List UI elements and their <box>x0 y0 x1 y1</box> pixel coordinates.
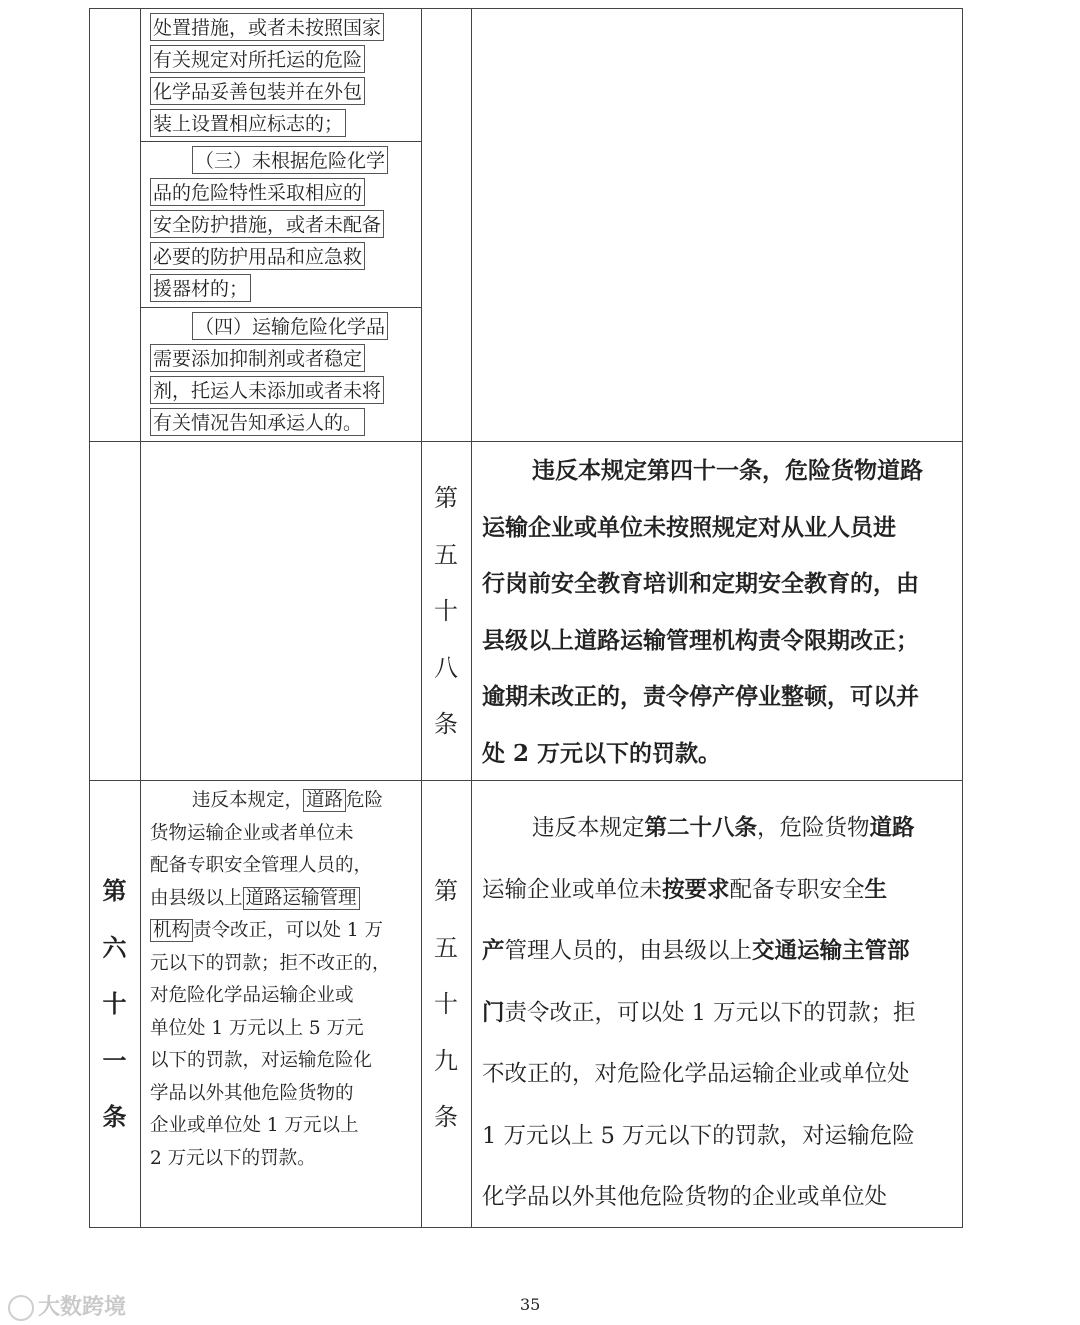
text-segment: 危险 <box>346 790 384 811</box>
text-line: 需要添加抑制剂或者稳定 <box>150 344 365 372</box>
text-segment: 管理人员的，由县级以上 <box>504 938 753 964</box>
article-char: 条 <box>434 710 458 738</box>
text-line: 单位处 1 万元以上 5 万元 <box>150 1017 364 1039</box>
sub-row-divider-a <box>140 141 421 142</box>
text-line: 必要的防护用品和应急救 <box>150 242 365 270</box>
bold-segment: 产 <box>482 938 505 964</box>
text-line: 配备专职安全管理人员的， <box>150 855 373 876</box>
highlight-box: 机构 <box>150 919 193 942</box>
text-line: 学品以外其他危险货物的 <box>150 1082 354 1104</box>
text-line: 品的危险特性采取相应的 <box>150 178 365 206</box>
page-number: 35 <box>520 1295 541 1314</box>
text-segment: 配备专职安全 <box>729 876 865 903</box>
text-line: 运输企业或单位未按照规定对从业人员进 <box>482 513 896 541</box>
text-line: 以下的罚款，对运输危险化 <box>150 1050 373 1071</box>
text-line <box>150 785 391 818</box>
sub-row-divider-b <box>140 307 421 308</box>
article-char: 十 <box>434 597 458 625</box>
article-char: 第 <box>102 876 127 905</box>
text-line <box>150 915 391 948</box>
text-segment: 由县级以上 <box>150 887 243 909</box>
text-line: 企业或单位处 1 万元以上 <box>150 1115 359 1136</box>
text-line: 有关规定对所托运的危险 <box>150 45 365 73</box>
watermark-logo-icon <box>8 1295 34 1321</box>
article-char: 第 <box>434 877 458 905</box>
article-char: 十 <box>102 989 127 1018</box>
row3-mid-text <box>150 785 391 1175</box>
text-line: （三）未根据危险化学 <box>192 146 388 174</box>
text-line: 逾期未改正的，责令停产停业整顿，可以并 <box>482 683 919 710</box>
highlight-box: 道路运输管理 <box>243 887 360 910</box>
text-line: 援器材的； <box>150 274 251 302</box>
text-line: （四）运输危险化学品 <box>192 312 388 340</box>
row1-clause-2-tail <box>150 13 384 141</box>
table-row-divider-1 <box>89 441 963 442</box>
row1-clause-4 <box>150 312 388 440</box>
text-line <box>482 921 916 983</box>
text-segment: 违反本规定， <box>192 790 304 811</box>
text-line: 行岗前安全教育培训和定期安全教育的，由 <box>482 570 919 597</box>
bold-segment: 按要求 <box>662 876 730 903</box>
row1-clause-3 <box>150 146 388 306</box>
text-line: 2 万元以下的罚款。 <box>150 1147 316 1169</box>
text-line: 安全防护措施，或者未配备 <box>150 210 384 238</box>
article-char: 八 <box>434 653 458 682</box>
article-char: 五 <box>434 933 458 962</box>
table-col-divider-1 <box>140 8 141 1228</box>
article-char: 六 <box>102 932 127 962</box>
text-line: 不改正的，对危险化学品运输企业或单位处 <box>482 1061 910 1087</box>
bold-segment: 门 <box>482 999 505 1026</box>
text-segment: 违反本规定 <box>532 815 645 841</box>
row3-right-text <box>482 798 916 1229</box>
text-segment: 运输企业或单位未 <box>482 876 663 903</box>
table-border-right <box>962 8 963 1228</box>
text-segment: 责令改正，可以处 1 万元以下的罚款；拒 <box>504 999 916 1026</box>
text-line: 1 万元以上 5 万元以下的罚款，对运输危险 <box>482 1122 915 1149</box>
text-line: 县级以上道路运输管理机构责令限期改正； <box>482 626 919 654</box>
text-line <box>482 798 916 860</box>
highlight-box: 道路 <box>303 789 346 812</box>
article-char: 一 <box>102 1045 127 1075</box>
text-line: 装上设置相应标志的； <box>150 109 346 137</box>
row2-right-text <box>482 443 923 782</box>
text-segment: ，危险货物 <box>757 815 870 841</box>
watermark-text: 大数跨境 <box>38 1295 127 1320</box>
article-char: 十 <box>434 990 458 1018</box>
text-line: 货物运输企业或者单位未 <box>150 822 354 844</box>
text-line <box>150 883 391 916</box>
text-segment: 责令改正，可以处 1 万 <box>193 920 384 941</box>
text-line: 有关情况告知承运人的。 <box>150 408 365 436</box>
bold-segment: 第二十八条 <box>644 815 758 841</box>
watermark <box>8 1290 126 1321</box>
bold-segment: 生 <box>864 876 888 903</box>
row2-article-label <box>421 470 471 753</box>
text-line: 化学品以外其他危险货物的企业或单位处 <box>482 1184 888 1210</box>
bold-segment: 交通运输主管部 <box>752 938 910 964</box>
text-line <box>482 983 916 1045</box>
text-line: 违反本规定第四十一条，危险货物道路 <box>532 457 923 484</box>
article-char: 九 <box>434 1046 458 1075</box>
text-line <box>482 860 916 922</box>
text-line: 处 2 万元以下的罚款。 <box>482 739 722 767</box>
table-col-divider-3 <box>471 8 472 1228</box>
article-char: 五 <box>434 540 458 569</box>
text-line: 剂，托运人未添加或者未将 <box>150 376 384 404</box>
article-char: 条 <box>102 1102 127 1131</box>
article-char: 第 <box>434 484 458 512</box>
text-line: 元以下的罚款；拒不改正的， <box>150 952 391 974</box>
table-border-top <box>89 8 963 9</box>
text-line: 对危险化学品运输企业或 <box>150 985 354 1006</box>
bold-segment: 道路 <box>869 815 915 841</box>
row3-article-label <box>421 863 471 1146</box>
row3-left-article-label <box>89 863 140 1146</box>
article-char: 条 <box>434 1103 458 1131</box>
text-line: 处置措施，或者未按照国家 <box>150 13 384 41</box>
text-line: 化学品妥善包装并在外包 <box>150 77 365 105</box>
